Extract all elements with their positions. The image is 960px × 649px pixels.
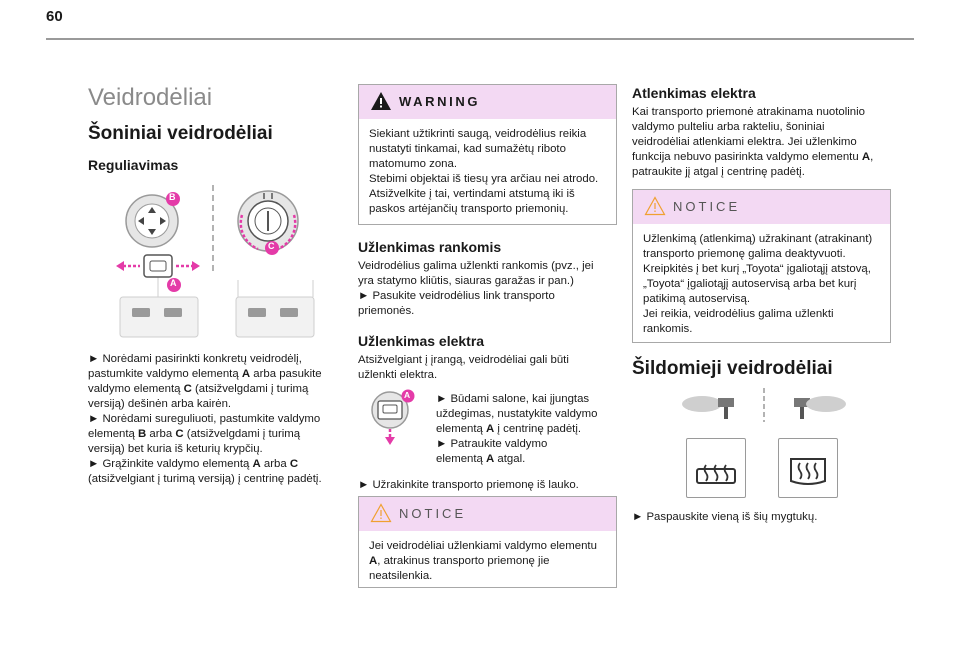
text-line: Užlenkimą (atlenkimą) užrakinant (atrakinant) xyxy=(643,233,873,245)
press-button-step: ► Paspauskite vieną iš šių mygtukų. xyxy=(632,511,818,523)
callout-a-label: A xyxy=(404,390,411,400)
text-line: Stebimi objektai iš tiesų yra arčiau nei atrodo. xyxy=(369,173,599,185)
steering-wheel-illustration xyxy=(680,386,850,426)
warning-header xyxy=(359,85,616,119)
warning-triangle-icon xyxy=(370,91,392,111)
notice-box-folding xyxy=(358,496,617,588)
notice-header xyxy=(359,497,616,531)
text-line: Jei veidrodėliai užlenkiami valdymo elementu xyxy=(369,540,597,552)
text-line: patikimą autoservisą. xyxy=(643,293,750,305)
rear-defrost-icon xyxy=(779,439,837,497)
text-line: elementą B arba C (atsižvelgdami į turimą xyxy=(88,428,301,440)
notice-triangle-icon xyxy=(370,503,392,523)
notice-text xyxy=(359,531,616,594)
text-line: neatsilenkia. xyxy=(369,570,433,582)
text-line: „Toyota“ įgaliotąjį autoservisą arba bet kurį xyxy=(643,278,857,290)
callout-b-label: B xyxy=(169,192,176,202)
header-divider xyxy=(46,38,914,40)
notice-triangle-icon xyxy=(644,196,666,216)
electric-folding-steps xyxy=(436,392,616,467)
notice-label: NOTICE xyxy=(673,199,741,214)
text-line: Kai transporto priemonė atrakinama nuotolinio xyxy=(632,106,866,118)
section-heading-side-mirrors: Šoniniai veidrodėliai xyxy=(88,123,273,144)
text-line: Atsižvelgiant į įrangą, veidrodėliai gali būti xyxy=(358,354,569,366)
notice-text xyxy=(633,224,890,347)
text-line: patraukite jį atgal į centrinę padėtį. xyxy=(632,166,805,178)
text-line: funkcija nebuvo pasirinkta valdymo elementu A, xyxy=(632,151,874,163)
callout-c-label: C xyxy=(268,241,275,251)
section-heading-heated-mirrors: Šildomieji veidrodėliai xyxy=(632,358,833,379)
electric-unfolding-text xyxy=(632,105,892,180)
text-line: A, atrakinus transporto priemonę jie xyxy=(369,555,550,567)
subheading-manual-folding: Užlenkimas rankomis xyxy=(358,239,502,255)
text-line: ► Grąžinkite valdymo elementą A arba C xyxy=(88,458,299,470)
text-line: ► Patraukite valdymo xyxy=(436,438,548,450)
subheading-electric-unfolding: Atlenkimas elektra xyxy=(632,85,756,101)
electric-folding-text xyxy=(358,353,616,383)
text-line: elementą A į centrinę padėtį. xyxy=(436,423,582,435)
text-line: valdymo pulteliu arba rakteliu, šoniniai xyxy=(632,121,825,133)
text-line: priemonės. xyxy=(358,305,415,317)
notice-header xyxy=(633,190,890,224)
heated-mirror-button-1[interactable] xyxy=(686,438,746,498)
text-line: paskos artėjančių transporto priemonių. xyxy=(369,203,569,215)
warning-text xyxy=(359,119,616,227)
text-line: ► Pasukite veidrodėlius link transporto xyxy=(358,290,555,302)
page-number: 60 xyxy=(46,8,63,25)
text-line: nustatyti tinkamai, kad sumažėtų riboto xyxy=(369,143,566,155)
heated-mirror-button-2[interactable] xyxy=(778,438,838,498)
subheading-electric-folding: Užlenkimas elektra xyxy=(358,333,485,349)
text-line: Atsižvelkite į tai, vertindami atstumą iki iš xyxy=(369,188,575,200)
text-line: rankomis. xyxy=(643,323,693,335)
mirror-control-illustration xyxy=(88,185,338,340)
heated-mirror-icon xyxy=(687,439,745,497)
text-line: yra statymo kliūtis, siauras garažas ir pan.) xyxy=(358,275,574,287)
text-line: Siekiant užtikrinti saugą, veidrodėlius reikia xyxy=(369,128,587,140)
callout-a-label: A xyxy=(170,278,177,288)
text-line: uždegimas, nustatykite valdymo xyxy=(436,408,598,420)
page-title: Veidrodėliai xyxy=(88,84,213,111)
mirror-control-drawing xyxy=(88,185,338,340)
warning-label: WARNING xyxy=(399,94,481,109)
text-line: veidrodėliai atlenkiami elektra. Jei užlenkimo xyxy=(632,136,857,148)
subheading-adjustment: Reguliavimas xyxy=(88,157,179,173)
warning-box xyxy=(358,84,617,225)
text-line: Kreipkitės į bet kurį „Toyota“ įgaliotąjį atstovą, xyxy=(643,263,871,275)
text-line: ► Norėdami pasirinkti konkretų veidrodėlį, xyxy=(88,353,302,365)
text-line: pastumkite valdymo elementą A arba pasukite xyxy=(88,368,322,380)
fold-switch-illustration xyxy=(368,388,420,446)
steering-wheel-drawing xyxy=(680,386,850,426)
adjustment-instructions xyxy=(88,352,346,487)
text-line: Veidrodėlius galima užlenkti rankomis (pvz., jei xyxy=(358,260,594,272)
fold-switch-drawing xyxy=(368,388,420,446)
lock-vehicle-step: ► Užrakinkite transporto priemonę iš lauko. xyxy=(358,479,579,491)
text-line: versiją) bet kuria iš keturių krypčių. xyxy=(88,443,263,455)
notice-label: NOTICE xyxy=(399,506,467,521)
text-line: ► Norėdami sureguliuoti, pastumkite valdymo xyxy=(88,413,321,425)
manual-folding-text xyxy=(358,259,616,319)
notice-box-unfolding xyxy=(632,189,891,343)
text-line: ► Būdami salone, kai įjungtas xyxy=(436,393,590,405)
text-line: elementą A atgal. xyxy=(436,453,526,465)
text-line: matomumo zona. xyxy=(369,158,457,170)
text-line: valdymo elementą C (atsižvelgdami į turimą xyxy=(88,383,309,395)
text-line: Jei reikia, veidrodėlius galima užlenkti xyxy=(643,308,834,320)
text-line: užlenkti elektra. xyxy=(358,369,438,381)
text-line: (atsižvelgiant į turimą versiją) į centrinę padėtį. xyxy=(88,473,322,485)
text-line: transporto priemonę galima deaktyvuoti. xyxy=(643,248,846,260)
text-line: versiją) dešinėn arba kairėn. xyxy=(88,398,232,410)
